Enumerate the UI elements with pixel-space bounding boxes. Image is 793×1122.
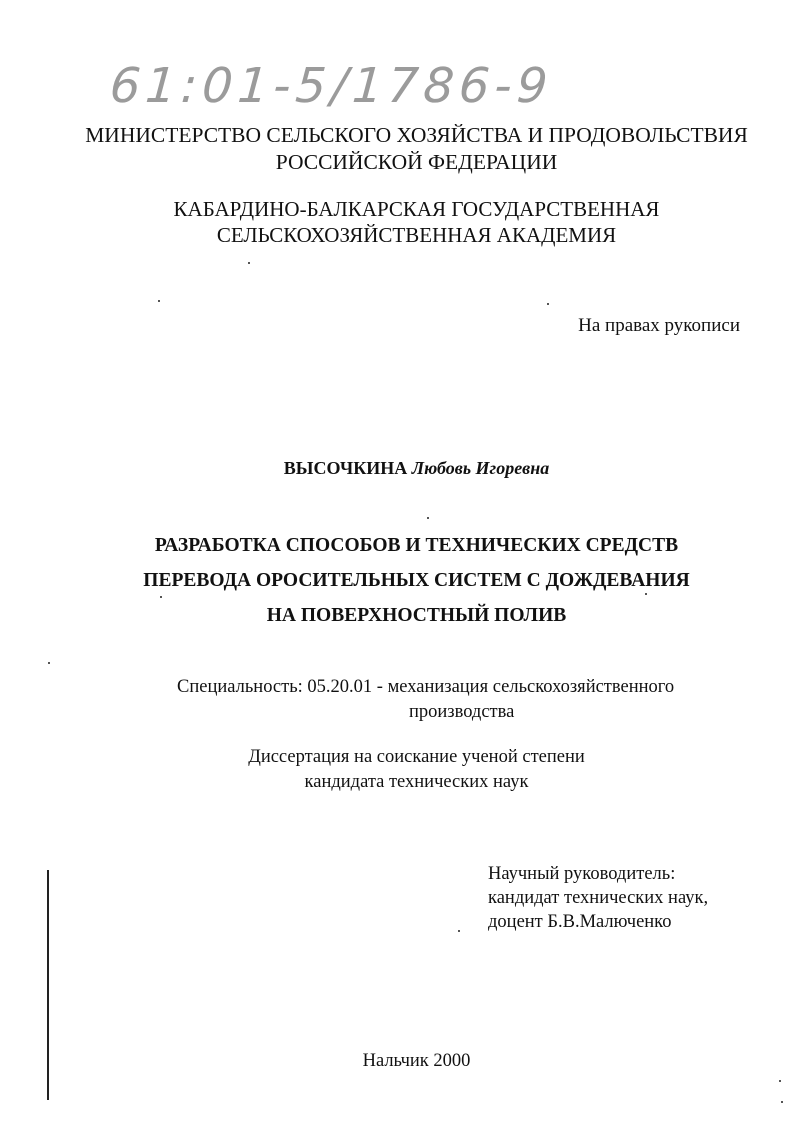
advisor-line-2: кандидат технических наук, [488, 888, 709, 908]
manuscript-rights-note: На правах рукописи [578, 315, 740, 336]
degree-line-1: Диссертация на соискание ученой степени [248, 747, 585, 767]
scan-speck [160, 596, 162, 598]
scan-speck [458, 930, 460, 932]
title-line-2: ПЕРЕВОДА ОРОСИТЕЛЬНЫХ СИСТЕМ С ДОЖДЕВАНИЯ [143, 570, 690, 591]
author-given-names: Любовь Игоревна [411, 458, 550, 478]
city-and-year: Нальчик 2000 [362, 1051, 471, 1071]
scan-speck [427, 517, 429, 519]
author-name [20, 457, 793, 480]
scan-speck [547, 303, 549, 305]
ministry-line-2: РОССИЙСКОЙ ФЕДЕРАЦИИ [275, 149, 558, 174]
specialty-line-1: Специальность: 05.20.01 - механизация сельскохозяйственного [177, 677, 675, 697]
academy-line-2: СЕЛЬСКОХОЗЯЙСТВЕННАЯ АКАДЕМИЯ [216, 223, 617, 248]
scan-speck [779, 1080, 781, 1082]
dissertation-title [20, 528, 793, 633]
ministry-line-1: МИНИСТЕРСТВО СЕЛЬСКОГО ХОЗЯЙСТВА И ПРОДОВОЛЬСТВИЯ [85, 123, 748, 147]
title-line-1: РАЗРАБОТКА СПОСОБОВ И ТЕХНИЧЕСКИХ СРЕДСТВ [154, 535, 679, 556]
title-line-3: НА ПОВЕРХНОСТНЫЙ ПОЛИВ [266, 605, 567, 626]
scan-speck [645, 593, 647, 595]
scientific-advisor [488, 862, 708, 934]
advisor-line-1: Научный руководитель: [488, 864, 676, 884]
degree-statement [20, 745, 793, 795]
author-surname: ВЫСОЧКИНА [283, 458, 408, 478]
advisor-line-3: доцент Б.В.Малюченко [488, 912, 672, 932]
degree-line-2: кандидата технических наук [304, 772, 529, 792]
handwritten-archive-code: 61:01-5/1786-9 [108, 58, 555, 114]
specialty [177, 675, 674, 725]
scan-speck [158, 300, 160, 302]
academy-line-1: КАБАРДИНО-БАЛКАРСКАЯ ГОСУДАРСТВЕННАЯ [173, 197, 660, 221]
scan-edge-line [47, 870, 49, 1100]
academy-header [20, 196, 793, 249]
specialty-line-2: производства [409, 702, 515, 722]
scan-speck [781, 1101, 783, 1103]
scan-speck [248, 262, 250, 264]
scan-speck [48, 662, 50, 664]
ministry-header [20, 122, 793, 176]
